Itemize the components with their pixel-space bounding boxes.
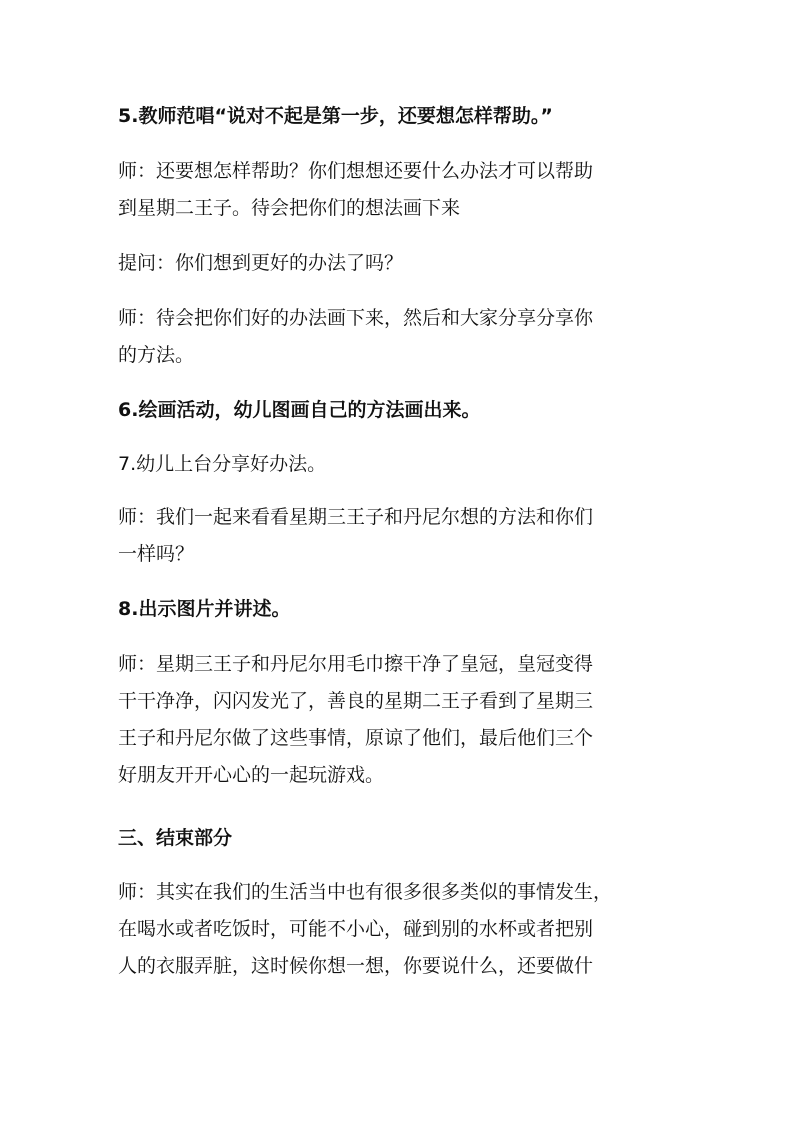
paragraph-question: [118, 245, 678, 282]
paragraph-line: 师：其实在我们的生活当中也有很多很多类似的事情发生，: [118, 881, 613, 903]
paragraph-line: 好朋友开开心心的一起玩游戏。: [118, 764, 385, 786]
section-heading-ending: [118, 820, 678, 857]
paragraph-line: 师：我们一起来看看星期三王子和丹尼尔想的方法和你们: [118, 506, 594, 528]
paragraph-step-8: [118, 591, 678, 628]
paragraph-step-6: [118, 392, 678, 429]
paragraph-teacher-help: [118, 153, 678, 227]
paragraph-teacher-life: [118, 874, 678, 985]
paragraph-line: 王子和丹尼尔做了这些事情，原谅了他们，最后他们三个: [118, 727, 594, 749]
paragraph-teacher-draw: [118, 300, 678, 374]
paragraph-teacher-story: [118, 646, 678, 794]
paragraph-line: 提问：你们想到更好的办法了吗？: [118, 252, 404, 274]
paragraph-line: 师：还要想怎样帮助？你们想想还要什么办法才可以帮助: [118, 160, 594, 182]
paragraph-teacher-compare: [118, 499, 678, 573]
paragraph-line: 7.幼儿上台分享好办法。: [118, 453, 327, 475]
paragraph-line: 人的衣服弄脏，这时候你想一想，你要说什么，还要做什: [118, 955, 594, 977]
paragraph-line: 师：待会把你们好的办法画下来，然后和大家分享分享你: [118, 307, 594, 329]
paragraph-line: 的方法。: [118, 344, 195, 366]
paragraph-line: 到星期二王子。待会把你们的想法画下来: [118, 197, 461, 219]
paragraph-line: 5.教师范唱“说对不起是第一步，还要想怎样帮助。”: [118, 105, 553, 127]
paragraph-line: 干干净净，闪闪发光了，善良的星期二王子看到了星期三: [118, 690, 594, 712]
paragraph-step-7: [118, 446, 678, 483]
paragraph-line: 8.出示图片并讲述。: [118, 598, 291, 620]
paragraph-line: 三、结束部分: [118, 827, 233, 849]
paragraph-line: 6.绘画活动，幼儿图画自己的方法画出来。: [118, 399, 481, 421]
paragraph-step-5: [118, 98, 678, 135]
paragraph-line: 师：星期三王子和丹尼尔用毛巾擦干净了皇冠，皇冠变得: [118, 653, 594, 675]
paragraph-line: 一样吗？: [118, 543, 195, 565]
paragraph-line: 在喝水或者吃饭时，可能不小心，碰到别的水杯或者把别: [118, 918, 594, 940]
